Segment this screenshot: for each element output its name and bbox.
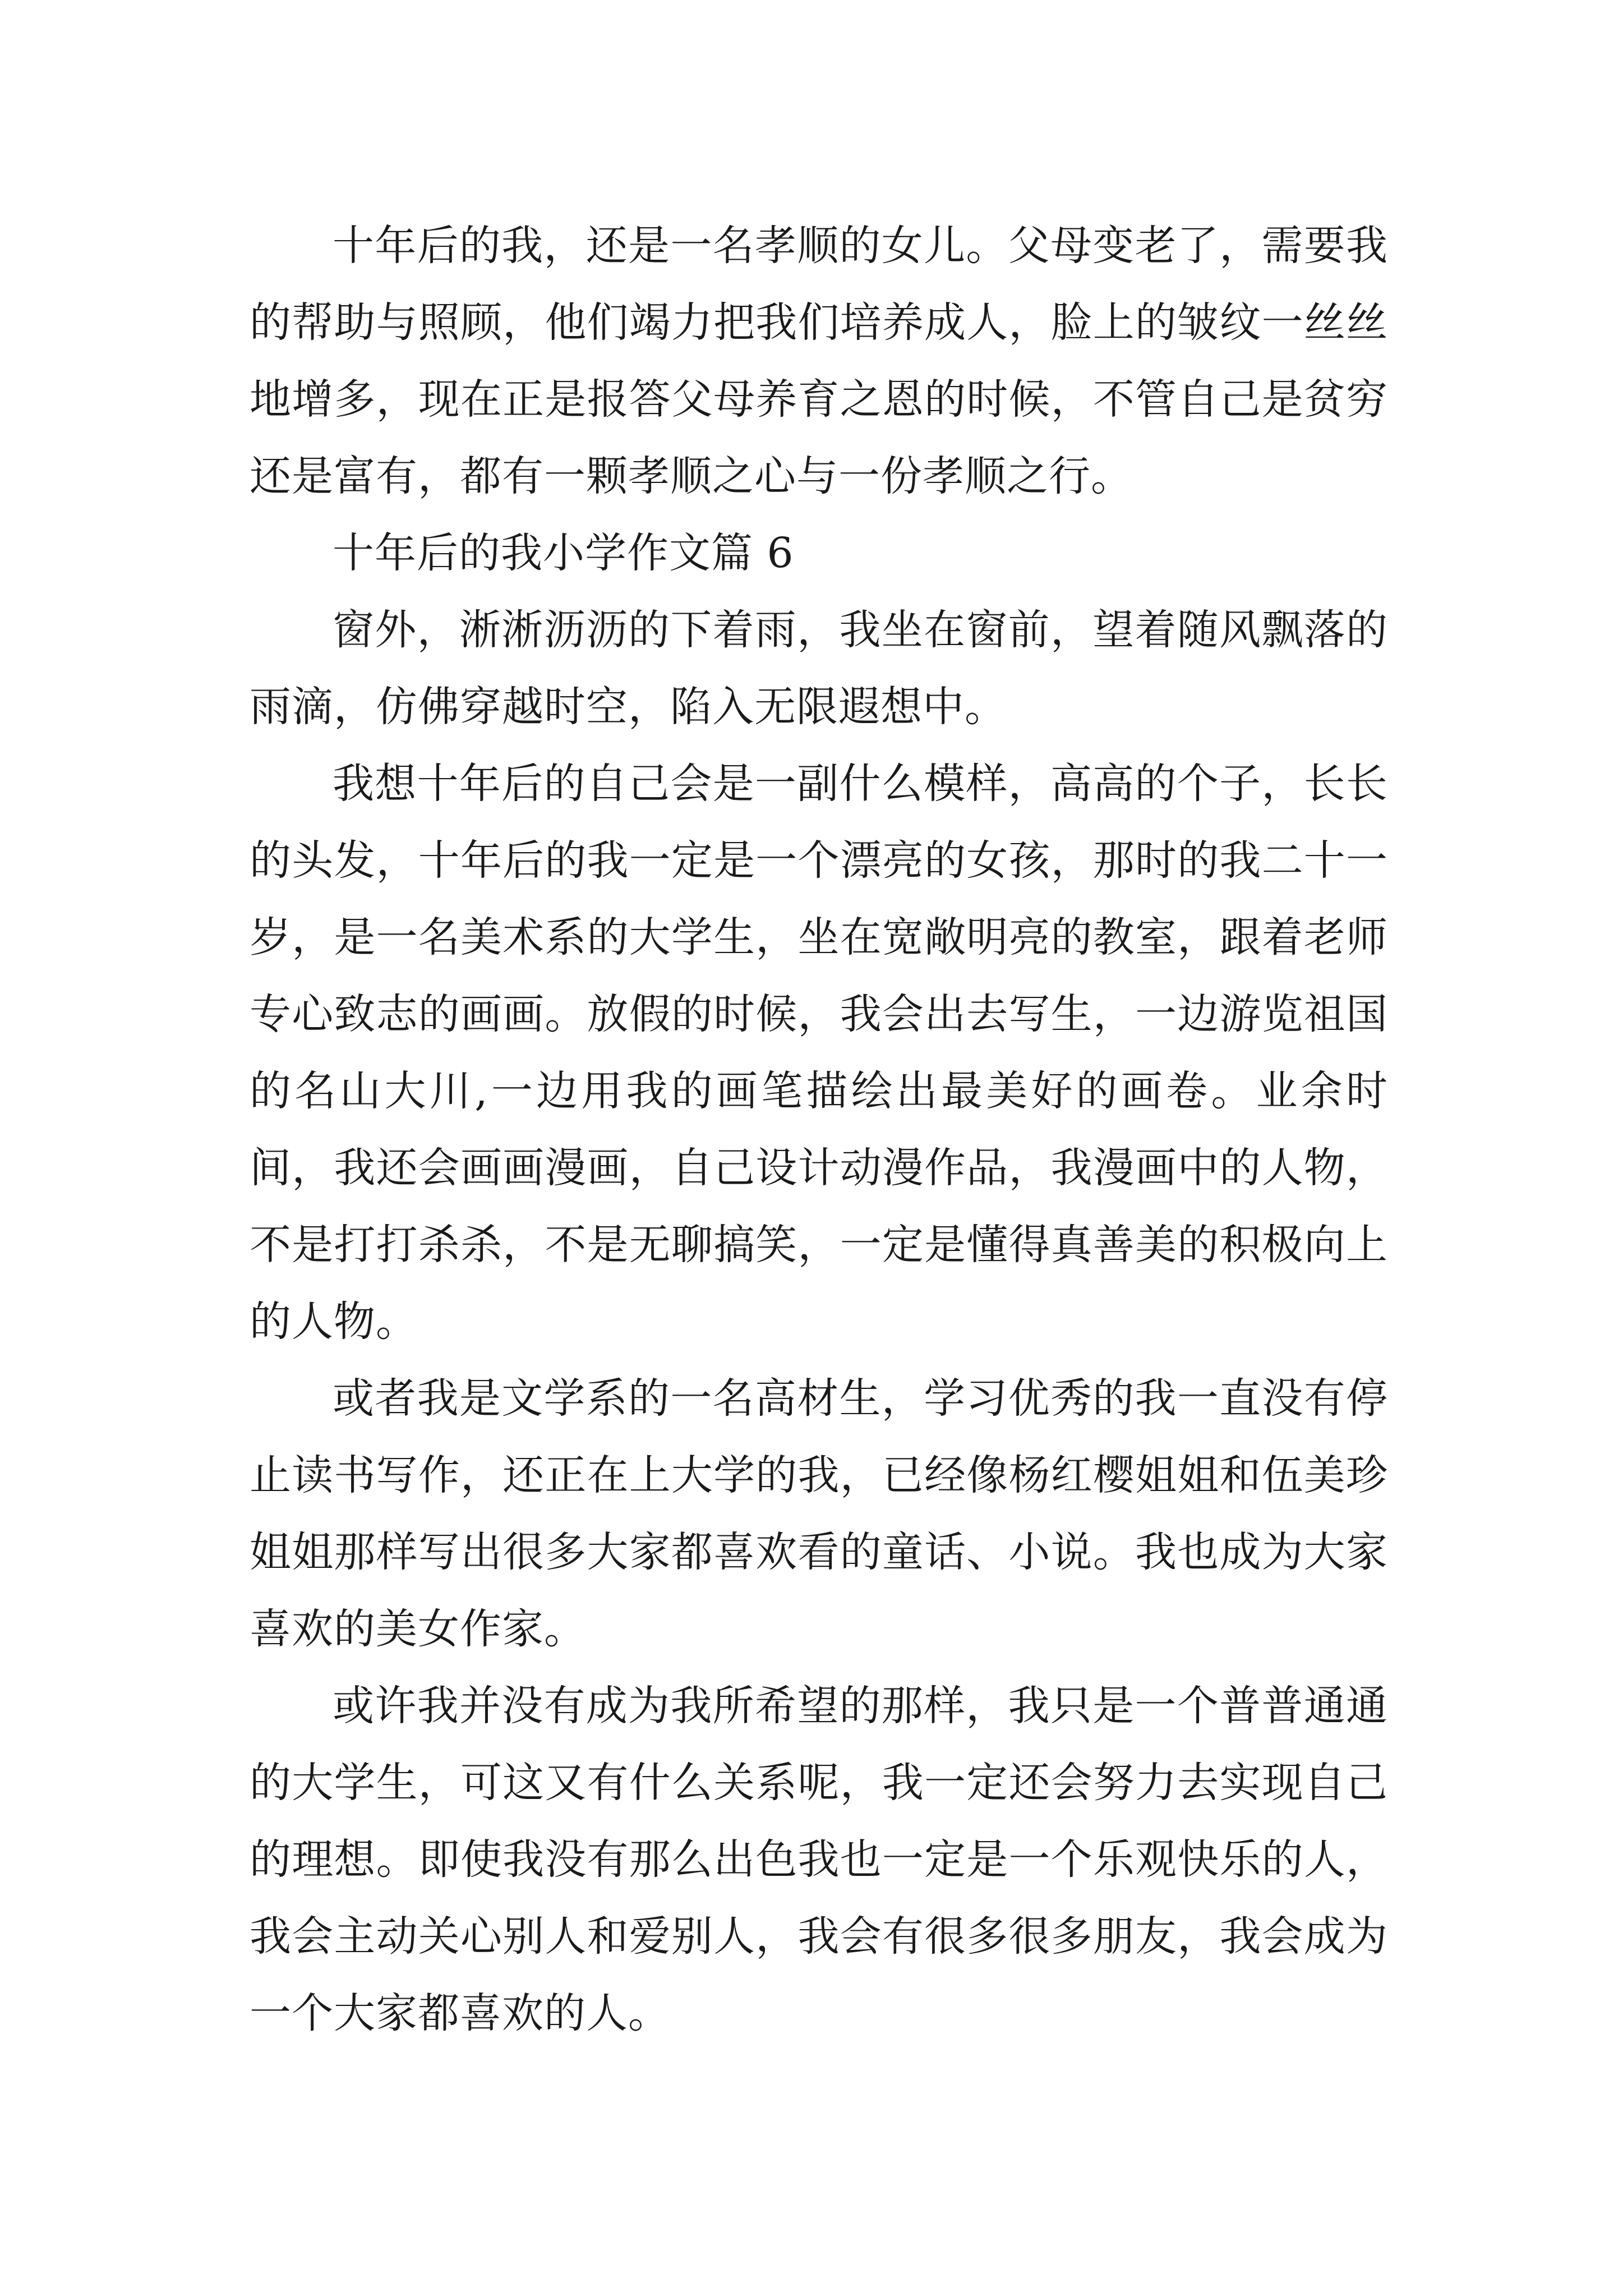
section-heading: 十年后的我小学作文篇 6 bbox=[333, 529, 794, 577]
paragraph-rain: 窗外，淅淅沥沥的下着雨，我坐在窗前，望着随风飘落的雨滴，仿佛穿越时空，陷入无限遐想中。 bbox=[250, 606, 1388, 731]
document-body bbox=[250, 208, 1388, 2052]
paragraph-ordinary-student: 或许我并没有成为我所希望的那样，我只是一个普普通通的大学生，可这又有什么关系呢，我一定还会努力去实现自己的理想。即使我没有那么出色我也一定是一个乐观快乐的人，我会主动关心别人和爱别人，我会有很多很多朋友，我会成为一个大家都喜欢的人。 bbox=[250, 1682, 1388, 2037]
paragraph-literature-student: 或者我是文学系的一名高材生，学习优秀的我一直没有停止读书写作，还正在上大学的我，已经像杨红樱姐姐和伍美珍姐姐那样写出很多大家都喜欢看的童话、小说。我也成为大家喜欢的美女作家。 bbox=[250, 1374, 1388, 1653]
paragraph-filial-daughter: 十年后的我，还是一名孝顺的女儿。父母变老了，需要我的帮助与照顾，他们竭力把我们培养成人，脸上的皱纹一丝丝地增多，现在正是报答父母养育之恩的时候，不管自己是贫穷还是富有，都有一颗孝顺之心与一份孝顺之行。 bbox=[250, 222, 1388, 500]
paragraph-art-student: 我想十年后的自己会是一副什么模样，高高的个子，长长的头发，十年后的我一定是一个漂亮的女孩，那时的我二十一岁，是一名美术系的大学生，坐在宽敞明亮的教室，跟着老师专心致志的画画。放假的时候，我会出去写生，一边游览祖国的名山大川,一边用我的画笔描绘出最美好的画卷。业余时间，我还会画画漫画，自己设计动漫作品，我漫画中的人物，不是打打杀杀，不是无聊搞笑，一定是懂得真善美的积极向上的人物。 bbox=[250, 760, 1388, 1346]
